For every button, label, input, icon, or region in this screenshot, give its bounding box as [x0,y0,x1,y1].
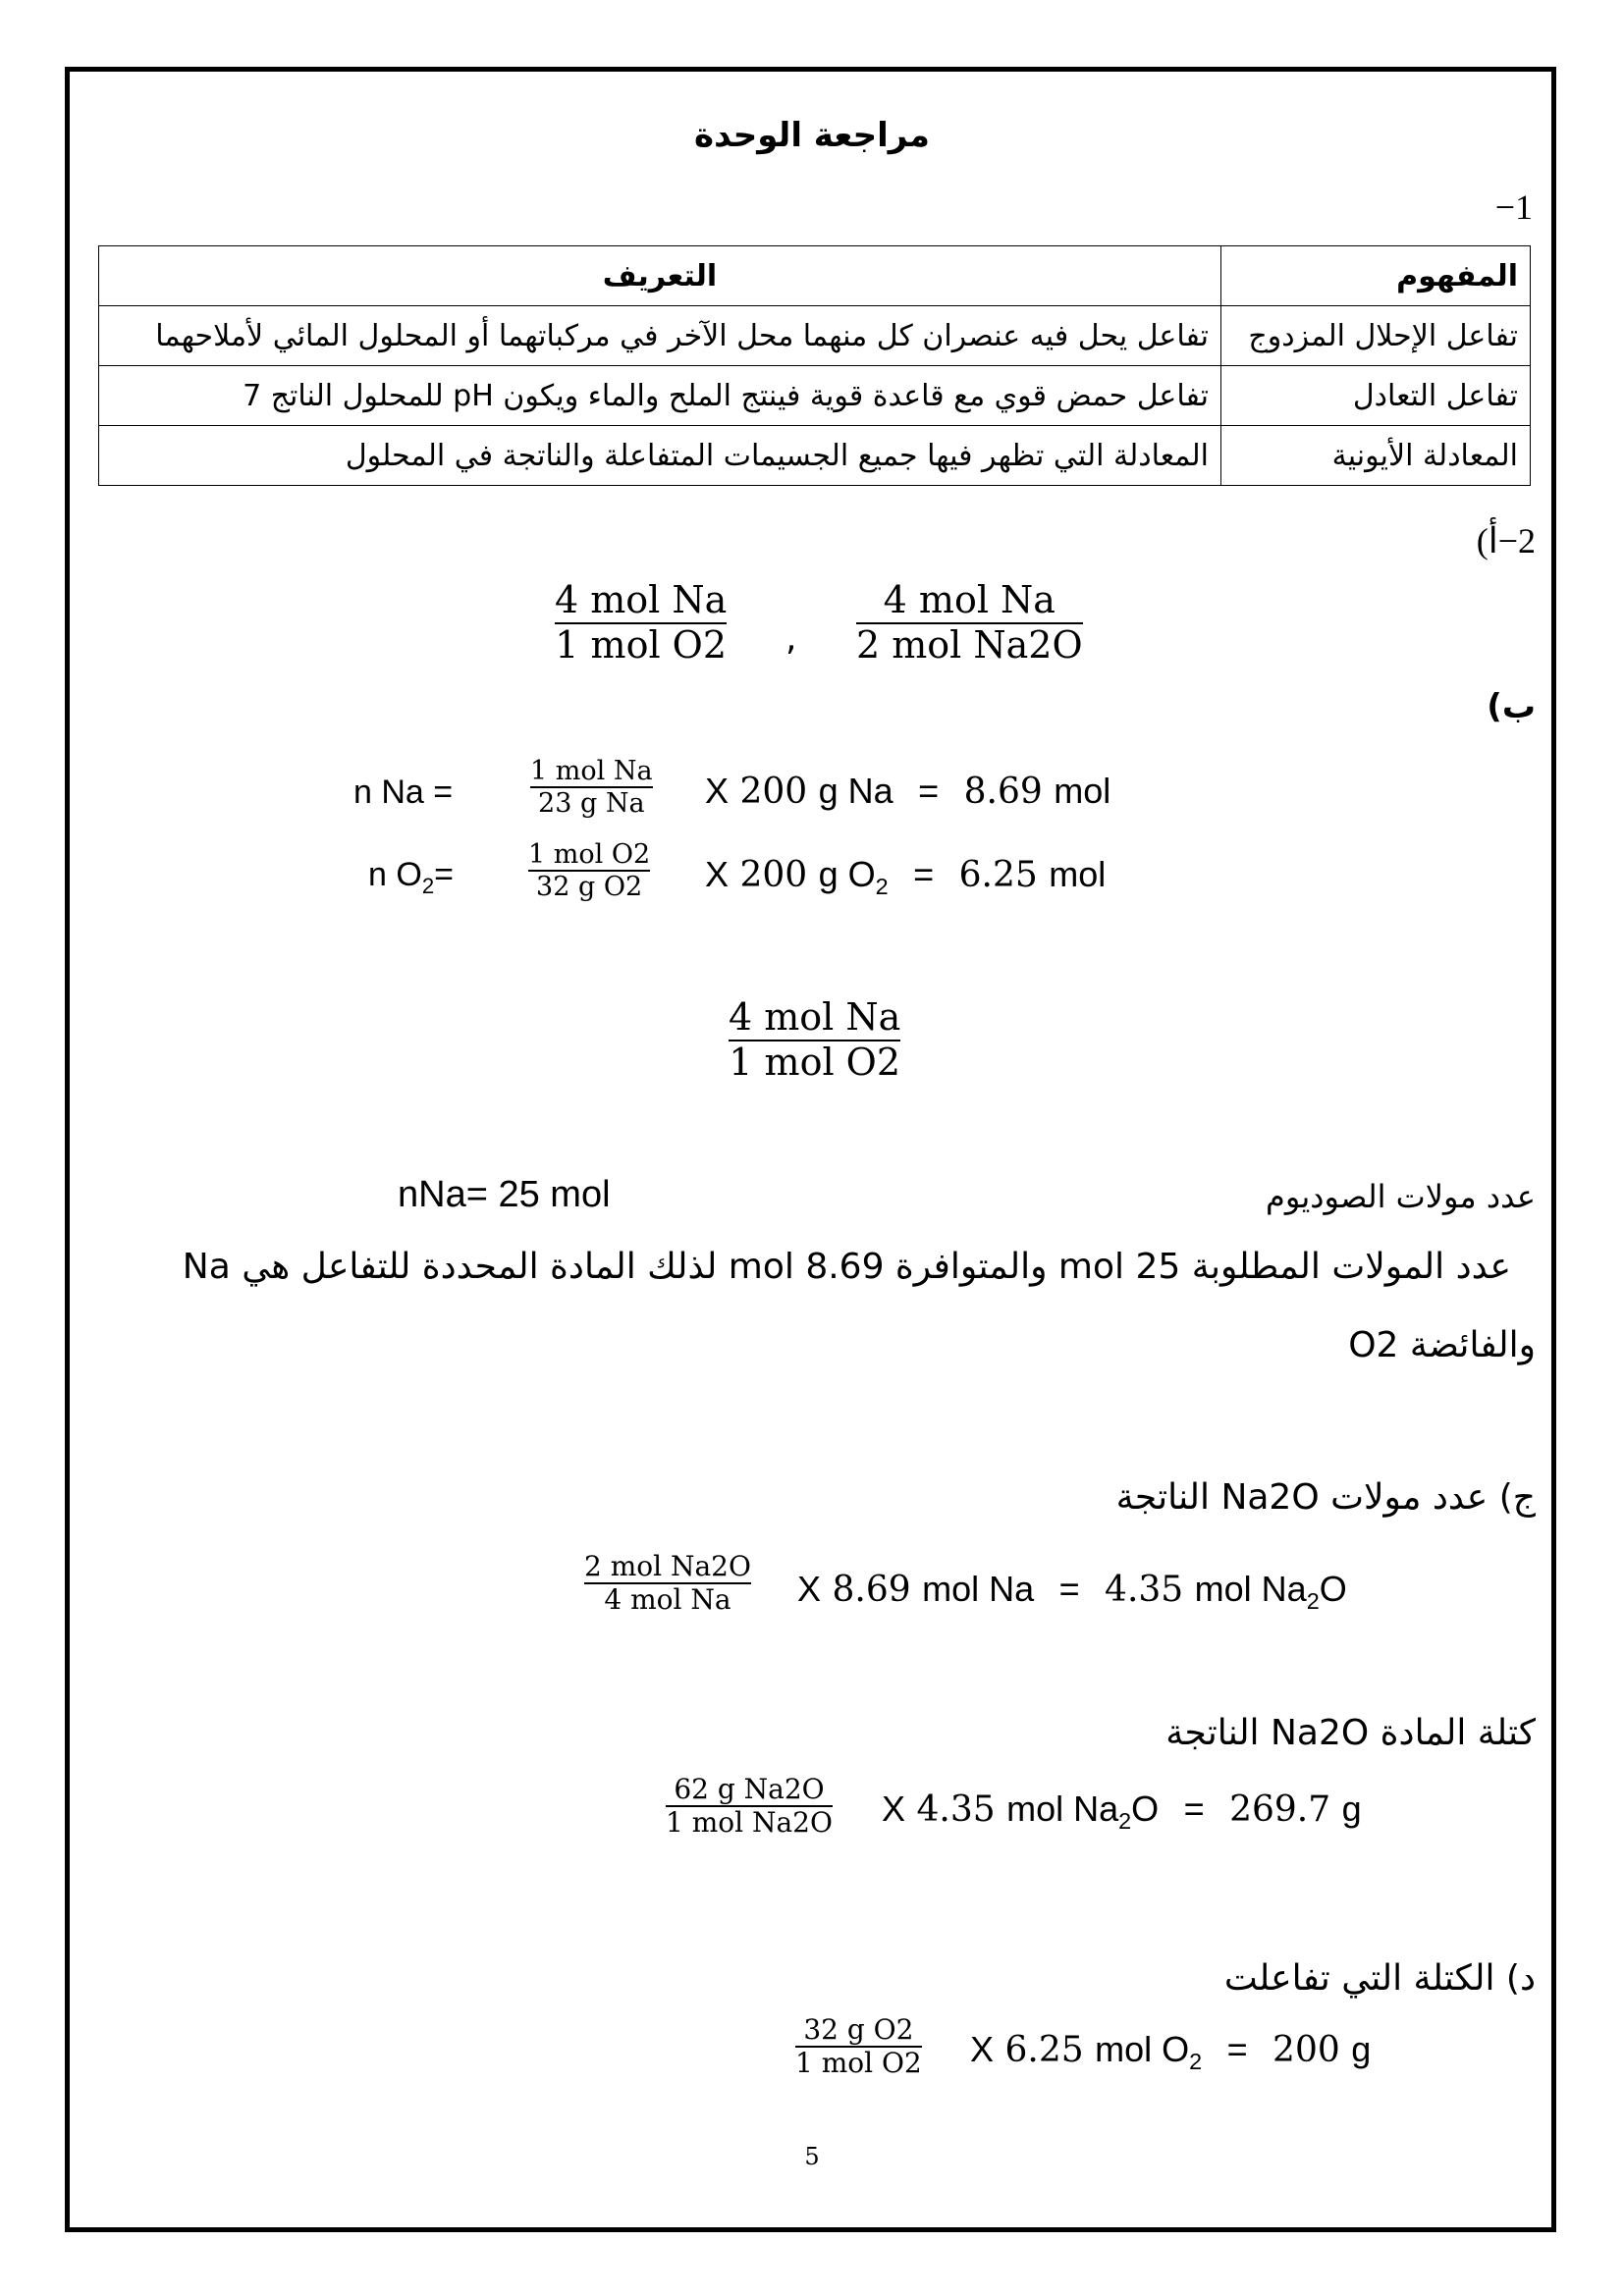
n-o2-label: n $O_2=$ [368,856,454,898]
header-definition: التعريف [99,246,1221,306]
ratio-separator: , [785,618,797,659]
fraction-denominator: 32 g O2 [536,872,643,903]
definition-cell: تفاعل حمض قوي مع قاعدة قوية فينتج الملح والماء ويكون pH للمحلول الناتج 7 [99,366,1221,426]
n-na-label: n Na = [353,774,454,811]
concept-cell: تفاعل التعادل [1221,366,1531,426]
mole-ratio-na-na2o [856,579,1083,667]
question-2b-label: ب) [1487,687,1536,726]
na2o-ratio-fraction [584,1551,751,1616]
question-1-label: −1 [1494,187,1533,227]
question-2c-heading: ج) عدد مولات Na2O الناتجة [1115,1477,1536,1518]
na2o-mass-heading: كتلة المادة Na2O الناتجة [1165,1713,1536,1753]
fraction-numerator: 1 mol O2 [528,839,651,870]
o2-molar-fraction [528,839,650,902]
na-molar-fraction [530,756,653,819]
fraction-denominator: 23 g Na [538,788,645,820]
question-2a-label: 2−أ) [1476,521,1536,561]
definition-cell: تفاعل يحل فيه عنصران كل منهما محل الآخر في مركباتهما أو المحلول المائي لأملاحهما [99,306,1221,366]
fraction-numerator: 4 mol Na [729,995,901,1039]
fraction-numerator: 1 mol Na [530,756,653,786]
table-row [99,426,1531,486]
fraction-numerator: 4 mol Na [555,578,728,621]
table-row [99,366,1531,426]
page-number: 5 [804,2143,820,2170]
fraction-numerator: 32 g O2 [803,2013,914,2046]
fraction-numerator: 4 mol Na [883,578,1056,621]
sodium-moles-value: nNa= 25 mol [398,1174,611,1215]
concepts-table [98,245,1531,486]
na-calculation: X 200 g Na = 8.69 mol [705,771,1111,812]
question-2d-heading: د) الكتلة التي تفاعلت [1223,1958,1536,1999]
definition-cell: المعادلة التي تظهر فيها جميع الجسيمات المتفاعلة والناتجة في المحلول [99,426,1221,486]
fraction-denominator: 1 mol O2 [555,622,728,667]
header-concept: المفهوم [1221,246,1531,306]
o2-molar-mass-fraction [795,2014,922,2079]
fraction-denominator: 4 mol Na [604,1583,731,1617]
mole-ratio-na-o2 [555,579,727,667]
fraction-denominator: 2 mol Na2O [856,622,1083,667]
na2o-moles-calculation: X 8.69 mol Na = 4.35 mol $Na_2O$ [797,1569,1347,1615]
fraction-numerator: 62 g Na2O [674,1773,825,1805]
sodium-moles-label: عدد مولات الصوديوم [1266,1178,1536,1215]
na2o-mass-calculation: X 4.35 mol $Na_2O = 269.7$ g [882,1789,1362,1835]
page-title: مراجعة الوحدة [694,116,930,155]
concept-cell: المعادلة الأيونية [1221,426,1531,486]
na2o-molar-mass-fraction [666,1774,833,1839]
limiting-reagent-conclusion: عدد المولات المطلوبة 25 mol والمتوافرة 8.69 mol لذلك المادة المحددة للتفاعل هي Na [182,1247,1511,1287]
o2-mass-calculation: X 6.25 mol $O_2 = 200$ g [970,2029,1372,2075]
fraction-denominator: 1 mol Na2O [666,1806,833,1840]
concept-cell: تفاعل الإحلال المزدوج [1221,306,1531,366]
table-row [99,306,1531,366]
fraction-numerator: 2 mol Na2O [584,1550,751,1582]
fraction-denominator: 1 mol O2 [795,2047,922,2080]
fraction-denominator: 1 mol O2 [729,1040,901,1084]
table-header-row [99,246,1531,306]
excess-reagent-conclusion: والفائضة O2 [1348,1325,1536,1365]
o2-calculation: X 200 g $O_2 = 6.25$ mol [705,854,1107,900]
mole-ratio-na-o2-repeat [729,996,900,1084]
